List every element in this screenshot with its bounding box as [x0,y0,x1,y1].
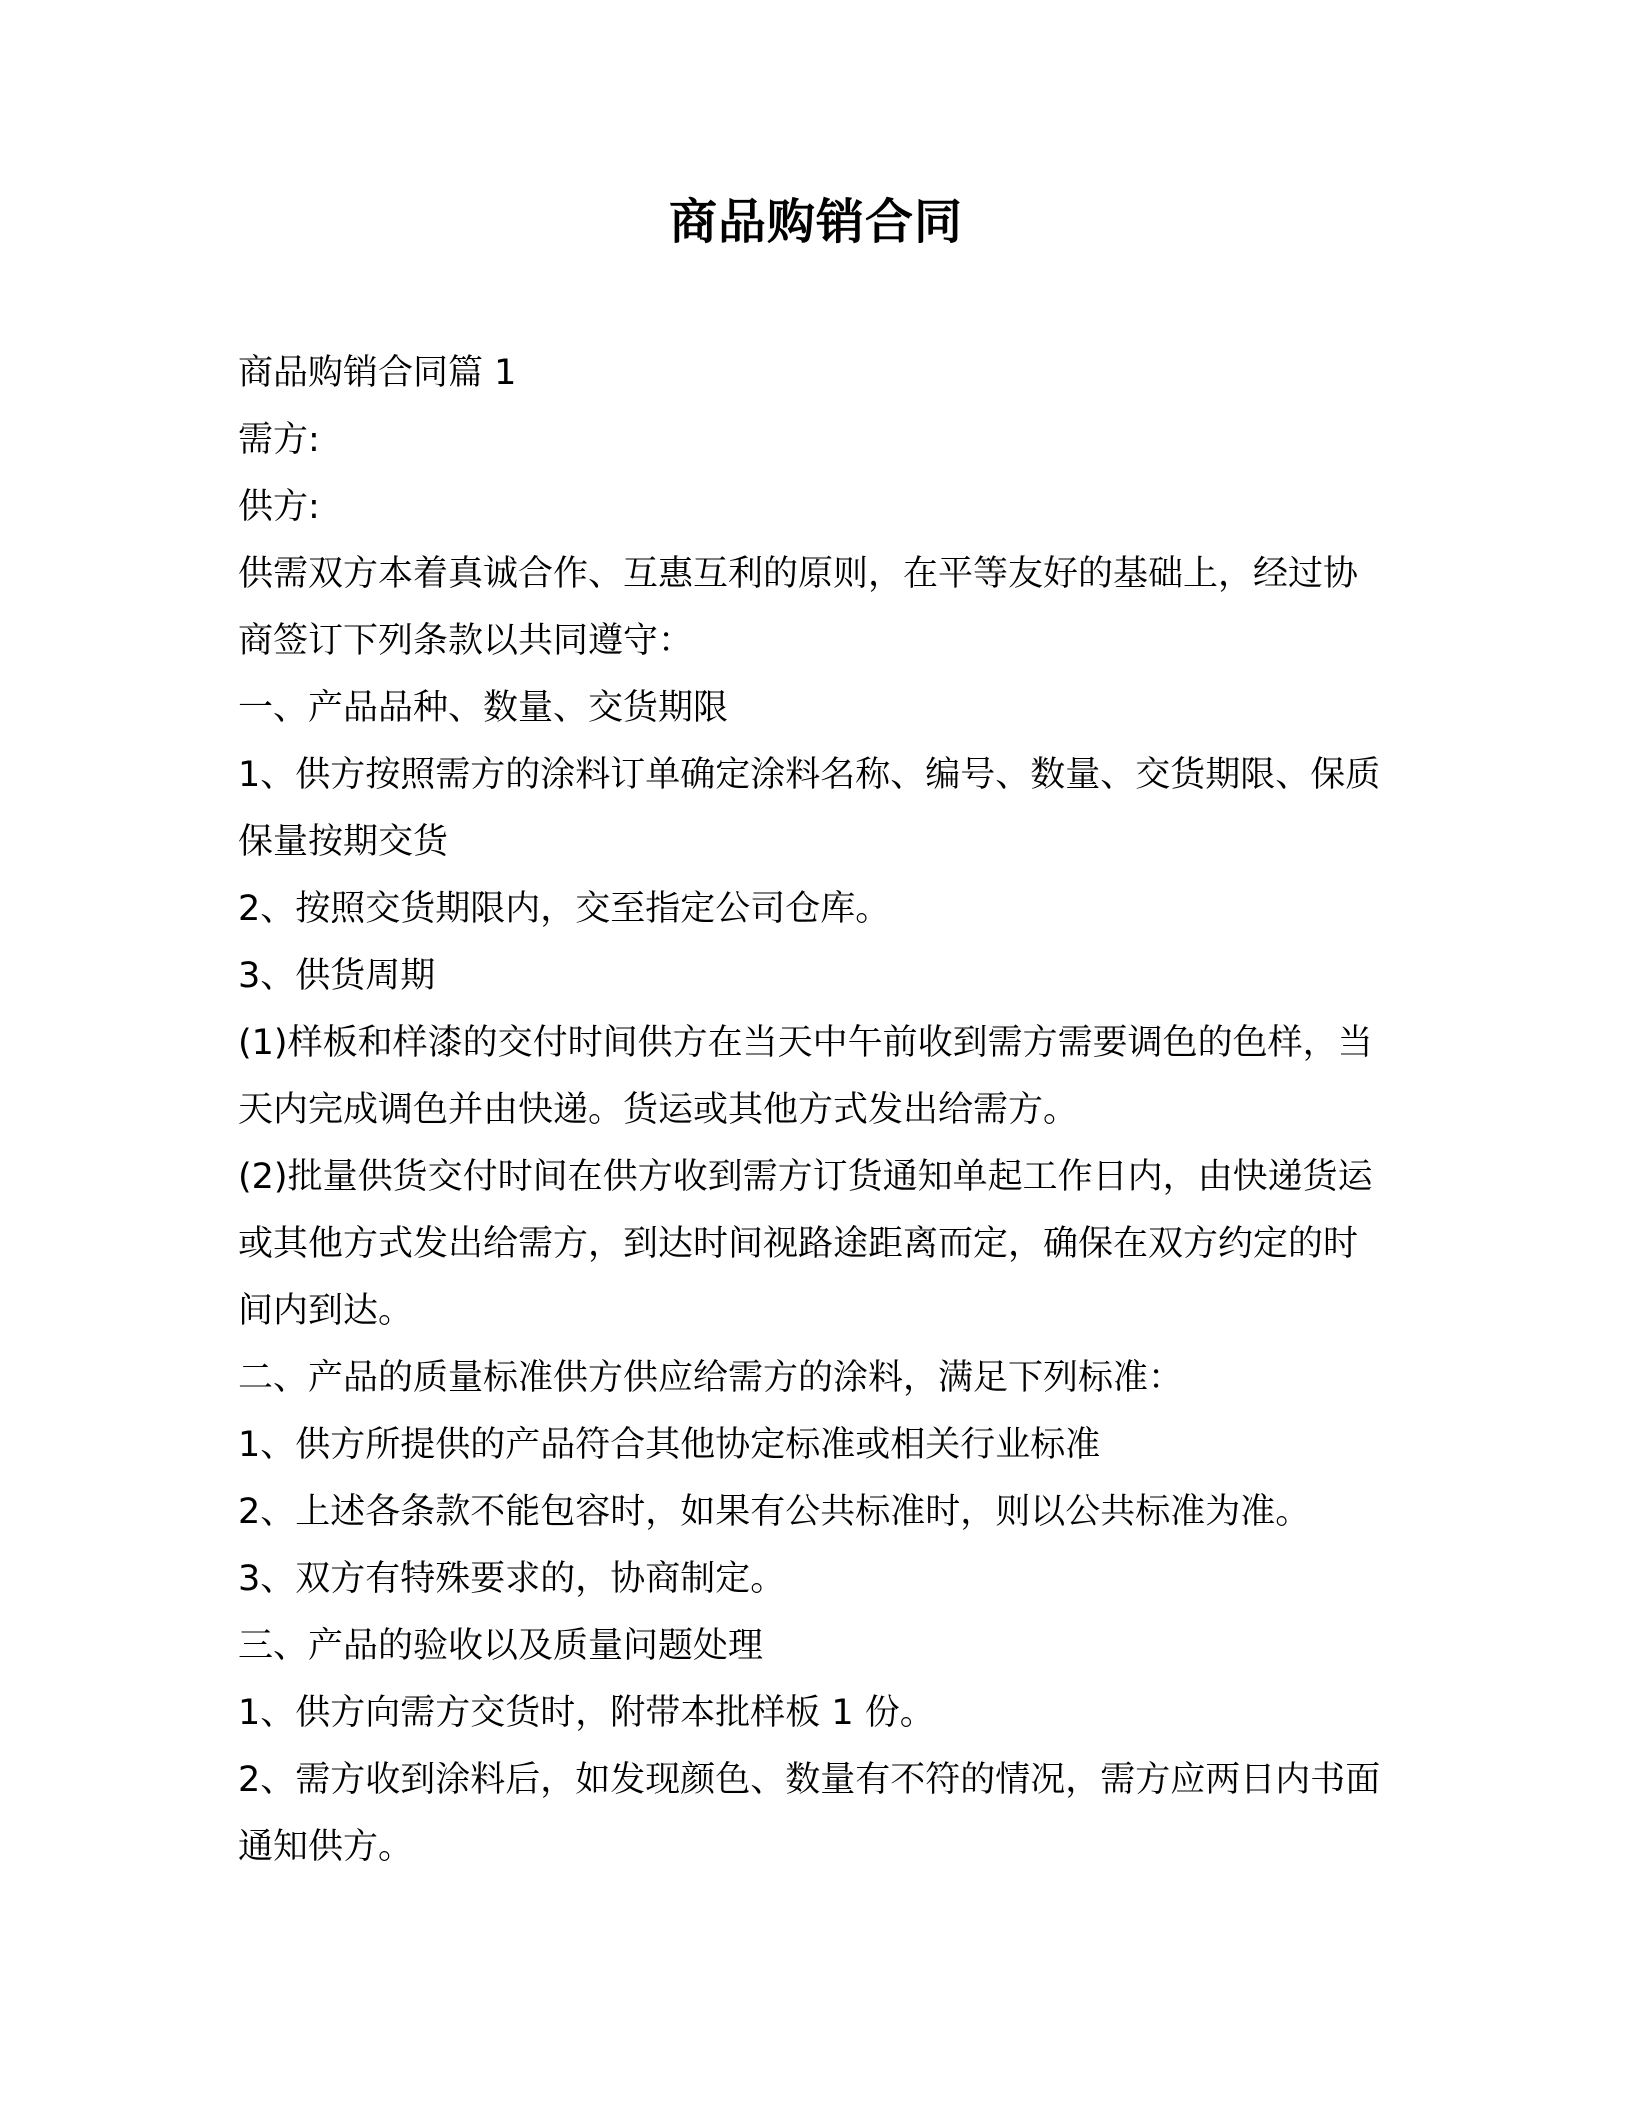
clause-item: 2、按照交货期限内，交至指定公司仓库。 [238,889,891,929]
preamble-paragraph: 供需双方本着真诚合作、互惠互利的原则，在平等友好的基础上，经过协商签订下列条款以共同遵守： [238,554,1359,661]
supplier-line: 供方: [238,487,320,527]
clause-item: 2、需方收到涂料后，如发现颜色、数量有不符的情况，需方应两日内书面通知供方。 [238,1760,1381,1867]
clause-subitem: (1)样板和样漆的交付时间供方在当天中午前收到需方需要调色的色样，当天内完成调色并由快递。货运或其他方式发出给需方。 [238,1023,1373,1130]
section-heading: 商品购销合同篇 1 [238,353,517,393]
clause-heading: 一、产品品种、数量、交货期限 [238,688,729,728]
clause-item: 1、供方向需方交货时，附带本批样板 1 份。 [238,1693,935,1733]
clause-item: 2、上述各条款不能包容时，如果有公共标准时，则以公共标准为准。 [238,1492,1311,1532]
clause-subitem: (2)批量供货交付时间在供方收到需方订货通知单起工作日内，由快递货运或其他方式发出给需方，到达时间视路途距离而定，确保在双方约定的时间内到达。 [238,1157,1373,1331]
clause-heading: 二、产品的质量标准供方供应给需方的涂料，满足下列标准： [238,1358,1184,1398]
document-title: 商品购销合同 [668,194,963,250]
document-body [238,340,1388,1881]
buyer-line: 需方: [238,420,320,460]
clause-item: 1、供方所提供的产品符合其他协定标准或相关行业标准 [238,1425,1101,1465]
clause-item: 3、双方有特殊要求的，协商制定。 [238,1559,786,1599]
clause-item: 1、供方按照需方的涂料订单确定涂料名称、编号、数量、交货期限、保质保量按期交货 [238,755,1381,862]
clause-heading: 三、产品的验收以及质量问题处理 [238,1626,764,1666]
clause-item: 3、供货周期 [238,956,436,996]
